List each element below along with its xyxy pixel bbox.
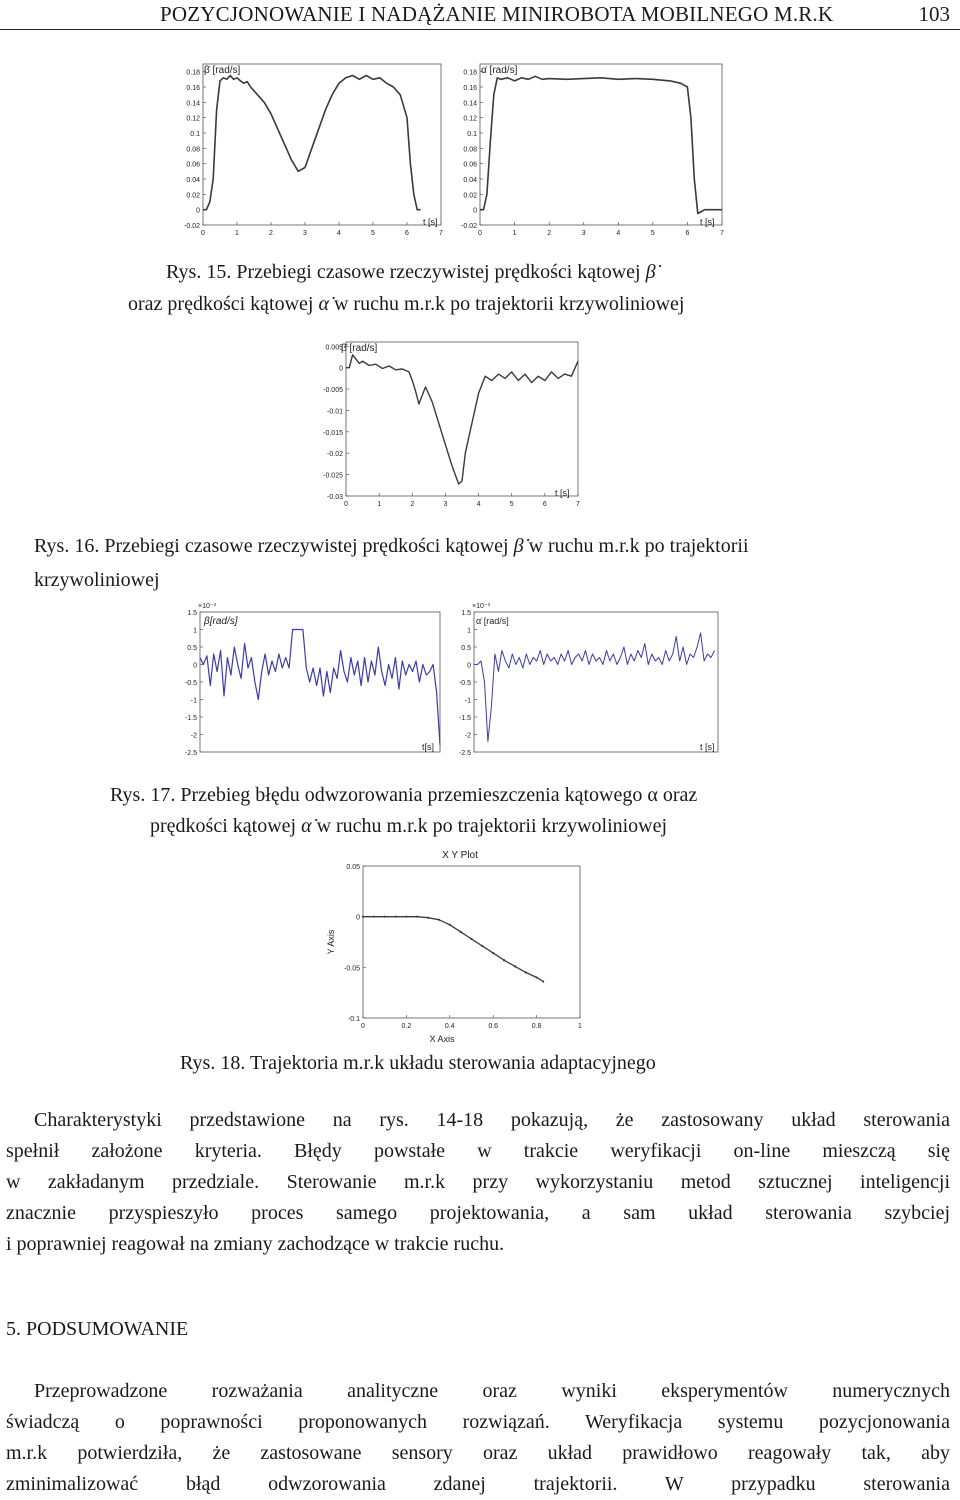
- figure-18: [318, 846, 588, 1044]
- figure-17-right-plot: [452, 600, 724, 760]
- paragraph-line: zminimalizować błąd odwzorowania zdanej trajektorii. W przypadku sterowania: [6, 1473, 950, 1495]
- paragraph-line: Przeprowadzone rozważania analityczne oraz wyniki eksperymentów numerycznych: [34, 1380, 950, 1402]
- ylabel: β[rad/s]: [204, 616, 238, 627]
- y-tick-label: 0.02: [463, 192, 477, 200]
- x-tick-label: 7: [720, 230, 724, 237]
- plot-frame: [346, 342, 578, 496]
- xlabel: t [s]: [700, 742, 715, 752]
- y-tick-label: -0.05: [344, 965, 360, 973]
- x-tick-label: 0.4: [444, 1023, 455, 1030]
- x-tick-label: 3: [581, 230, 586, 237]
- y-tick-label: 0: [467, 662, 471, 670]
- y-tick-label: -2: [464, 732, 471, 740]
- figure-17-left: [178, 600, 448, 760]
- y-tick-label: -2: [190, 732, 197, 740]
- y-tick-label: 0.12: [463, 115, 477, 123]
- figure-17-left-plot: [178, 600, 448, 760]
- alpha-dot-symbol: α̇: [301, 815, 312, 837]
- caption-text: w ruchu m.r.k po trajektorii krzywoliniowej: [311, 815, 668, 837]
- x-tick-label: 7: [439, 230, 443, 237]
- x-tick-label: 0: [344, 501, 348, 508]
- xlabel: t [s]: [423, 217, 438, 227]
- x-tick-label: 1: [512, 230, 517, 237]
- x-tick-label: 0: [361, 1023, 365, 1030]
- y-tick-label: 0.06: [463, 161, 477, 169]
- paragraph-line: w zakładanym przedziale. Sterowanie m.r.k przy wykorzystaniu metod sztucznej inteligencji: [6, 1171, 950, 1193]
- figure-16: [320, 336, 585, 512]
- caption-text: Rys. 15. Przebiegi czasowe rzeczywistej prędkości kątowej: [166, 261, 646, 283]
- figure-17-right: [452, 600, 724, 760]
- paragraph-line: świadczą o poprawności proponowanych rozwiązań. Weryfikacja systemu pozycjonowania: [6, 1411, 950, 1433]
- y-tick-label: 0.005: [325, 344, 343, 352]
- plot-frame: [363, 866, 580, 1018]
- y-tick-label: 1: [467, 627, 471, 635]
- paragraph-line: znacznie przyspieszyło proces samego projektowania, a sam układ sterowania szybciej: [6, 1202, 950, 1224]
- ylabel: β̇ [rad/s]: [341, 343, 378, 354]
- x-tick-label: 2: [269, 230, 273, 237]
- x-tick-label: 4: [476, 501, 481, 508]
- y-tick-label: -0.1: [347, 1016, 360, 1023]
- figure-15-left-plot: [183, 58, 448, 238]
- y-tick-label: 0.1: [467, 131, 477, 138]
- caption-fig17-line1: Rys. 17. Przebieg błędu odwzorowania przemieszczenia kątowego α oraz: [110, 784, 698, 806]
- body-paragraph-1: [6, 1105, 950, 1260]
- y-tick-label: 0.05: [346, 864, 360, 871]
- x-tick-label: 0.2: [401, 1023, 412, 1030]
- y-tick-label: -1.5: [184, 715, 197, 722]
- figure-18-plot: [318, 846, 588, 1044]
- xlabel: X Axis: [429, 1034, 455, 1044]
- y-tick-label: -2.5: [458, 750, 471, 757]
- exponent: ×10⁻³: [472, 603, 490, 610]
- figure-15-right-plot: [460, 58, 725, 238]
- xlabel: t [s]: [555, 488, 570, 498]
- x-tick-label: 6: [405, 230, 409, 237]
- beta-dot-symbol: β̇: [645, 261, 656, 283]
- y-tick-label: -2.5: [184, 750, 197, 757]
- y-tick-label: 0: [339, 365, 343, 373]
- x-tick-label: 6: [685, 230, 690, 237]
- x-tick-label: 0: [478, 230, 482, 237]
- y-tick-label: -0.025: [323, 472, 343, 480]
- paragraph-line: Charakterystyki przedstawione na rys. 14-18 pokazują, że zastosowany układ sterowania: [34, 1109, 950, 1131]
- plot-frame: [474, 612, 718, 752]
- caption-fig18: Rys. 18. Trajektoria m.r.k układu sterowania adaptacyjnego: [180, 1052, 656, 1074]
- y-tick-label: 0.02: [186, 192, 200, 200]
- figure-15-right: [460, 58, 725, 238]
- y-tick-label: 0.12: [186, 115, 200, 123]
- body-paragraph-2: [6, 1376, 950, 1500]
- y-tick-label: 0.5: [187, 645, 197, 652]
- paragraph-line: i poprawniej reagował na zmiany zachodzące w trakcie ruchu.: [6, 1233, 505, 1255]
- y-tick-label: 0.04: [463, 177, 477, 184]
- x-tick-label: 5: [371, 230, 375, 237]
- x-tick-label: 6: [542, 501, 547, 508]
- xlabel: t[s]: [422, 742, 435, 752]
- x-tick-label: 1: [235, 230, 239, 237]
- series-line: [480, 76, 722, 213]
- y-tick-label: -0.02: [327, 451, 343, 459]
- header-title: POZYCJONOWANIE I NADĄŻANIE MINIROBOTA MOBILNEGO M.R.K: [160, 2, 834, 26]
- x-tick-label: 0.6: [488, 1023, 499, 1030]
- series-line: [474, 633, 715, 742]
- plot-frame: [203, 64, 441, 225]
- series-line: [200, 630, 440, 746]
- caption-fig15-line1: [166, 257, 656, 287]
- alpha-dot-symbol: α̇: [318, 293, 329, 315]
- y-tick-label: 0.04: [186, 177, 200, 184]
- plot-frame: [200, 612, 440, 752]
- y-tick-label: 0: [356, 914, 360, 922]
- x-tick-label: 4: [616, 230, 621, 237]
- y-tick-label: 0.08: [463, 146, 477, 154]
- x-tick-label: 4: [337, 230, 341, 237]
- y-tick-label: -0.02: [461, 223, 477, 230]
- x-tick-label: 1: [578, 1023, 582, 1030]
- running-header: [0, 0, 960, 30]
- y-tick-label: 0.5: [461, 645, 471, 652]
- ylabel: β̇ [rad/s]: [204, 65, 241, 76]
- caption-text: Rys. 16. Przebiegi czasowe rzeczywistej prędkości kątowej: [34, 535, 514, 557]
- y-tick-label: 0.18: [186, 69, 200, 77]
- series-line: [346, 355, 578, 484]
- page-number: 103: [918, 2, 950, 26]
- beta-dot-symbol: β̇: [513, 535, 524, 557]
- y-tick-label: -1: [190, 697, 197, 705]
- trajectory-line: [363, 917, 543, 982]
- series-line: [203, 76, 421, 210]
- ylabel: α̇ [rad/s]: [481, 65, 518, 76]
- xlabel: t [s]: [700, 217, 715, 227]
- x-tick-label: 0.8: [531, 1023, 542, 1030]
- caption-text: w ruchu m.r.k po trajektorii krzywoliniowej: [328, 293, 685, 315]
- ylabel: Y Axis: [326, 929, 336, 955]
- y-tick-label: 0.06: [186, 161, 200, 169]
- y-tick-label: -0.005: [323, 387, 343, 395]
- x-tick-label: 3: [303, 230, 307, 237]
- caption-fig15-line2: [128, 289, 684, 319]
- y-tick-label: -0.015: [323, 429, 343, 437]
- y-tick-label: -0.5: [458, 680, 471, 687]
- x-tick-label: 2: [410, 501, 415, 508]
- plot-frame: [480, 64, 722, 225]
- caption-text: oraz prędkości kątowej: [128, 293, 319, 315]
- y-tick-label: 0: [196, 207, 200, 215]
- x-tick-label: 5: [650, 230, 655, 237]
- y-tick-label: 1.5: [461, 610, 471, 617]
- y-tick-label: 1: [193, 627, 197, 635]
- x-tick-label: 7: [576, 501, 580, 508]
- y-tick-label: 0.18: [463, 69, 477, 77]
- ylabel: α̇ [rad/s]: [476, 616, 509, 626]
- section-heading: 5. PODSUMOWANIE: [6, 1318, 189, 1340]
- y-tick-label: 0.16: [463, 85, 477, 92]
- x-tick-label: 2: [547, 230, 552, 237]
- y-tick-label: 0.08: [186, 146, 200, 154]
- y-tick-label: 0.1: [190, 131, 200, 138]
- exponent: ×10⁻³: [198, 603, 216, 610]
- paragraph-line: m.r.k potwierdziła, że zastosowane sensory oraz układ prawidłowo reagowały tak, aby: [6, 1442, 950, 1464]
- y-tick-label: 0: [473, 207, 477, 215]
- caption-text: w ruchu m.r.k po trajektorii: [523, 535, 749, 557]
- y-tick-label: -0.5: [184, 680, 197, 687]
- y-tick-label: 0: [193, 662, 197, 670]
- y-tick-label: -0.03: [327, 494, 343, 501]
- y-tick-label: -0.01: [327, 408, 343, 416]
- caption-fig16-line1: [34, 531, 749, 561]
- caption-fig17-line2: [150, 811, 667, 841]
- y-tick-label: -0.02: [184, 223, 200, 230]
- x-tick-label: 3: [443, 501, 448, 508]
- y-tick-label: -1: [464, 697, 471, 705]
- header-rule: [0, 29, 960, 30]
- y-tick-label: -1.5: [458, 715, 471, 722]
- x-tick-label: 1: [377, 501, 382, 508]
- y-tick-label: 0.14: [463, 100, 477, 108]
- y-tick-label: 0.14: [186, 100, 200, 108]
- x-tick-label: 0: [201, 230, 205, 237]
- figure-16-plot: [320, 336, 585, 512]
- y-tick-label: 0.16: [186, 85, 200, 92]
- caption-fig16-line2: krzywoliniowej: [34, 569, 160, 591]
- x-tick-label: 5: [509, 501, 514, 508]
- caption-text: prędkości kątowej: [150, 815, 302, 837]
- y-tick-label: 1.5: [187, 610, 197, 617]
- paragraph-line: spełnił założone kryteria. Błędy powstałe w trakcie weryfikacji on-line mieszczą się: [6, 1140, 950, 1162]
- plot-title: X Y Plot: [442, 850, 478, 861]
- figure-15-left: [183, 58, 448, 238]
